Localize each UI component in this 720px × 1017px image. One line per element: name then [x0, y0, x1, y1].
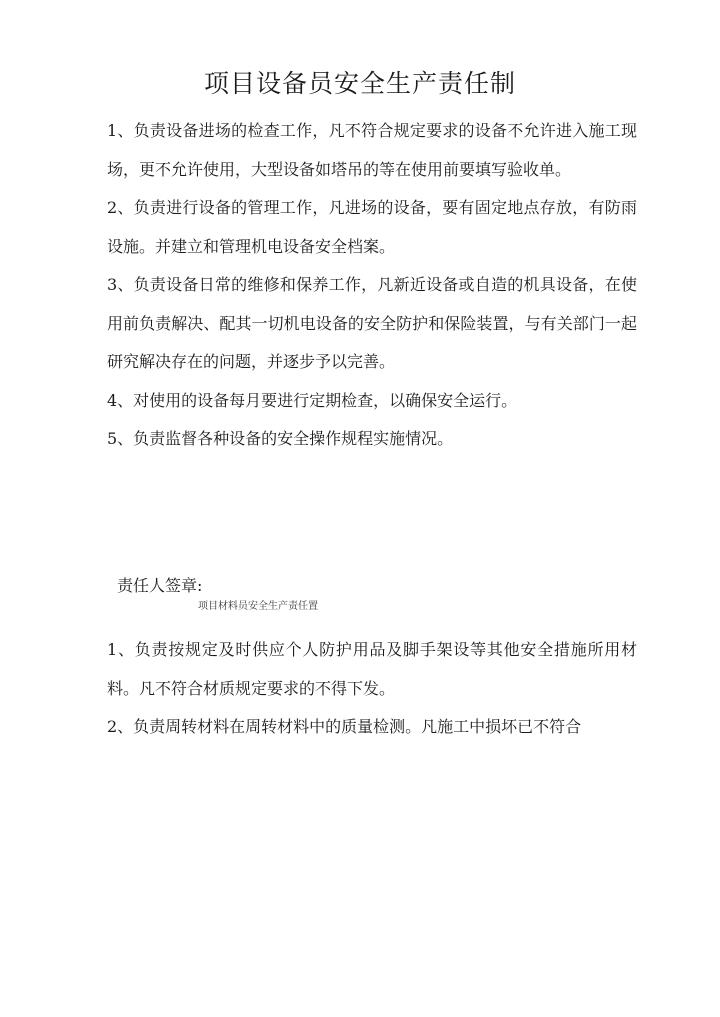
signature-label: 责任人签章:: [117, 576, 203, 595]
list-item: 3、负责设备日常的维修和保养工作，凡新近设备或自造的机具设备，在使用前负责解决、配其一切机电设备的安全防护和保险装置，与有关部门一起研究解决存在的问题，并逐步予以完善。: [107, 275, 637, 371]
next-section-title: 项目材料员安全生产责任置: [198, 601, 318, 612]
list-item: 2、负责周转材料在周转材料中的质量检测。凡施工中损坏已不符合: [107, 717, 582, 736]
list-item: 1、负责按规定及时供应个人防护用品及脚手架设等其他安全措施所用材料。凡不符合材质规定要求的不得下发。: [107, 640, 637, 698]
next-responsibility-list: [107, 631, 637, 747]
list-item: 4、对使用的设备每月要进行定期检查，以确保安全运行。: [107, 390, 518, 410]
document-title: 项目设备员安全生产责任制: [203, 69, 516, 98]
list-item: 5、负责监督各种设备的安全操作规程实施情况。: [107, 429, 454, 448]
list-item: 1、负责设备进场的检查工作，凡不符合规定要求的设备不允许进入施工现场，更不允许使用，大型设备如塔吊的等在使用前要填写验收单。: [107, 121, 637, 179]
responsibility-list: [107, 112, 637, 459]
list-item: 2、负责进行设备的管理工作，凡进场的设备，要有固定地点存放，有防雨设施。并建立和管理机电设备安全档案。: [107, 198, 637, 256]
